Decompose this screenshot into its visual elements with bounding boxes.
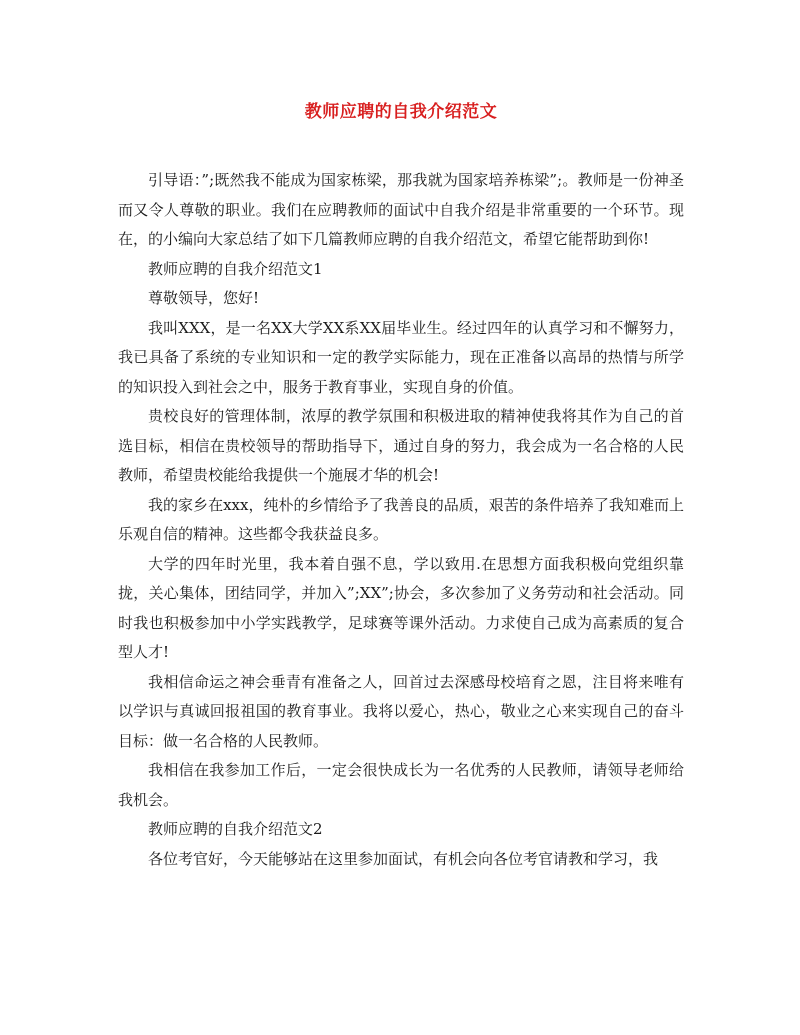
- document-title: 教师应聘的自我介绍范文: [304, 102, 498, 122]
- body-paragraph: 我的家乡在xxx，纯朴的乡情给予了我善良的品质，艰苦的条件培养了我知难而上乐观自信的精神。这些都令我获益良多。: [118, 495, 684, 543]
- body-paragraph: 我相信在我参加工作后，一定会很快成长为一名优秀的人民教师，请领导老师给我机会。: [118, 761, 684, 809]
- body-paragraph: 大学的四年时光里，我本着自强不息，学以致用.在思想方面我积极向党组织靠拢，关心集体，团结同学，并加入”;XX”;协会，多次参加了义务劳动和社会活动。同时我也积极参加中小学实践教学，足球赛等课外活动。力求使自己成为高素质的复合型人才!: [118, 554, 684, 661]
- section-heading-1: 教师应聘的自我介绍范文1: [148, 259, 323, 278]
- section-heading-2: 教师应聘的自我介绍范文2: [148, 820, 323, 838]
- intro-paragraph: 引导语：”;既然我不能成为国家栋梁，那我就为国家培养栋梁”;。教师是一份神圣而又令人尊敬的职业。我们在应聘教师的面试中自我介绍是非常重要的一个环节。现在，的小编向大家总结了如下几篇教师应聘的自我介绍范文，希望它能帮助到你!: [118, 171, 684, 248]
- greeting-paragraph: 尊敬领导，您好!: [148, 289, 260, 307]
- body-paragraph: 贵校良好的管理体制，浓厚的教学氛围和积极进取的精神使我将其作为自己的首选目标，相信在贵校领导的帮助指导下，通过自身的努力，我会成为一名合格的人民教师，希望贵校能给我提供一个施展才华的机会!: [118, 407, 684, 484]
- body-paragraph: 我相信命运之神会垂青有准备之人，回首过去深感母校培育之恩，注目将来唯有以学识与真诚回报祖国的教育事业。我将以爱心，热心，敬业之心来实现自己的奋斗目标：做一名合格的人民教师。: [118, 672, 684, 750]
- body-paragraph: 各位考官好，今天能够站在这里参加面试，有机会向各位考官请教和学习，我: [148, 849, 659, 868]
- document-page: [118, 100, 684, 874]
- body-paragraph: 我叫XXX，是一名XX大学XX系XX届毕业生。经过四年的认真学习和不懈努力，我已具备了系统的专业知识和一定的教学实际能力，现在正准备以高昂的热情与所学的知识投入到社会之中，服务于教育事业，实现自身的价值。: [118, 318, 684, 396]
- document-body: [118, 166, 684, 874]
